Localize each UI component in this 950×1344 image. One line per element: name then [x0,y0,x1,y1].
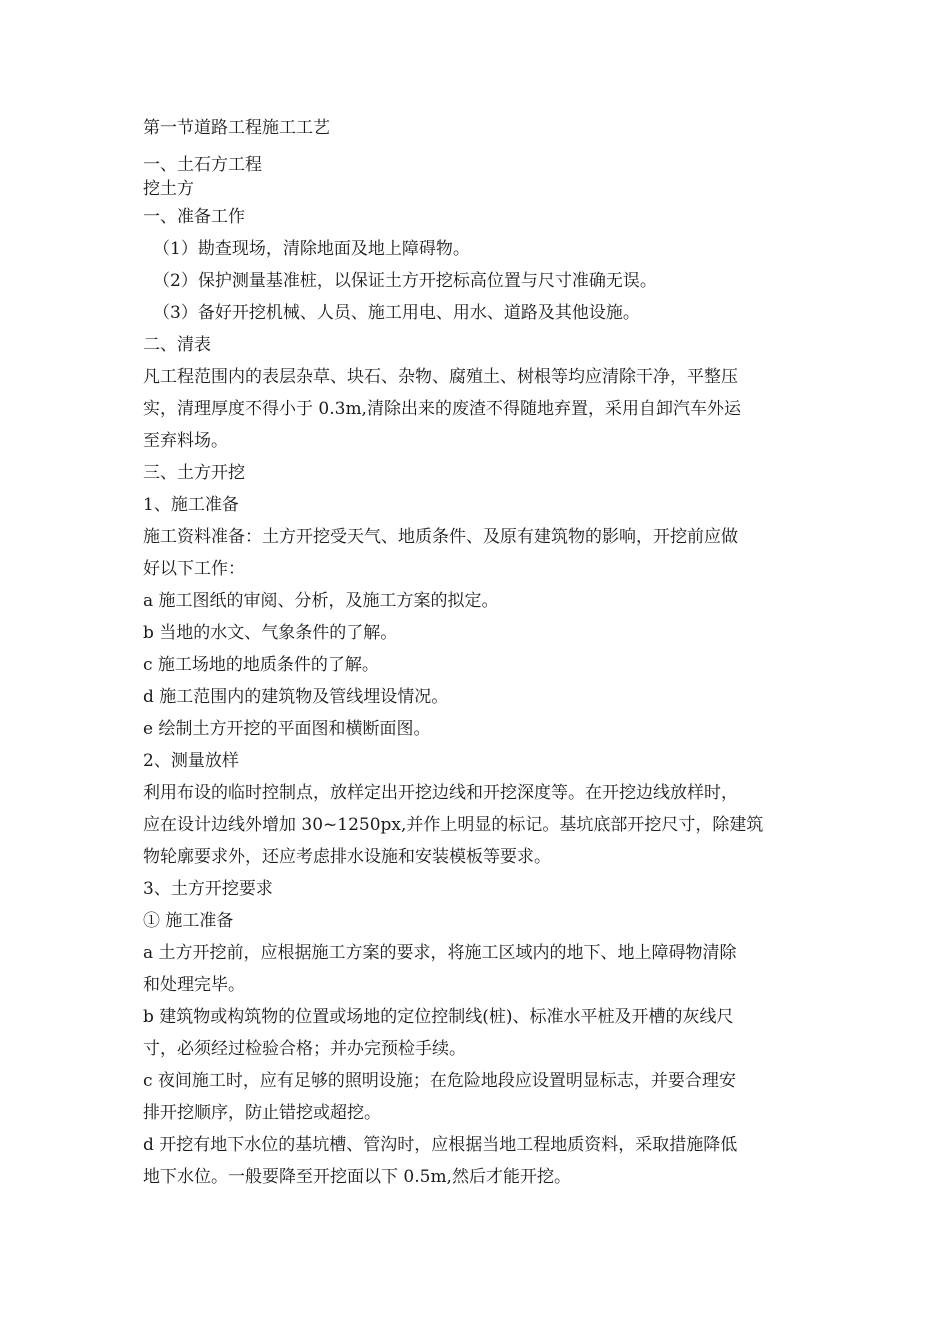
paragraph-line: a 土方开挖前，应根据施工方案的要求，将施工区域内的地下、地上障碍物清除 [143,943,737,963]
paragraph-line: 物轮廓要求外，还应考虑排水设施和安装模板等要求。 [143,847,551,867]
paragraph-line: c 夜间施工时，应有足够的照明设施；在危险地段应设置明显标志，并要合理安 [143,1071,736,1091]
paragraph-line: 施工资料准备：土方开挖受天气、地质条件、及原有建筑物的影响，开挖前应做 [143,527,738,547]
heading-survey: 2、测量放样 [143,751,239,771]
list-item: e 绘制土方开挖的平面图和横断面图。 [143,719,431,739]
paragraph-line: 排开挖顺序，防止错挖或超挖。 [143,1103,381,1123]
heading-earthwork: 一、土石方工程 [143,155,262,175]
list-item: d 施工范围内的建筑物及管线埋设情况。 [143,687,449,707]
paragraph-line: 好以下工作： [143,559,245,579]
doc-title: 第一节道路工程施工工艺 [143,118,330,138]
paragraph-line: 实，清理厚度不得小于 0.3m,清除出来的废渣不得随地弃置，采用自卸汽车外运 [143,399,741,419]
prep-item: （1）勘查现场，清除地面及地上障碍物。 [153,239,470,259]
paragraph-line: 和处理完毕。 [143,975,245,995]
dig-prep-paragraph [143,521,823,585]
document-page [143,116,823,1193]
heading-requirements: 3、土方开挖要求 [143,879,273,899]
paragraph-line: b 建筑物或构筑物的位置或场地的定位控制线(桩)、标准水平桩及开槽的灰线尺 [143,1007,734,1027]
clear-paragraph [143,361,823,457]
requirement-c [143,1065,823,1129]
heading-dig-prep: 1、施工准备 [143,495,239,515]
paragraph-line: d 开挖有地下水位的基坑槽、管沟时，应根据当地工程地质资料，采取措施降低 [143,1135,738,1155]
heading-clear: 二、清表 [143,335,211,355]
paragraph-line: 应在设计边线外增加 30~1250px,并作上明显的标记。基坑底部开挖尺寸，除建筑 [143,815,764,835]
paragraph-line: 至弃料场。 [143,431,228,451]
heading-excavation: 挖土方 [143,179,194,199]
heading-dig: 三、土方开挖 [143,463,245,483]
prep-item: （2）保护测量基准桩，以保证土方开挖标高位置与尺寸准确无误。 [153,271,657,291]
requirement-d [143,1129,823,1193]
list-item: b 当地的水文、气象条件的了解。 [143,623,398,643]
prep-item: （3）备好开挖机械、人员、施工用电、用水、道路及其他设施。 [153,303,640,323]
paragraph-line: 利用布设的临时控制点，放样定出开挖边线和开挖深度等。在开挖边线放样时， [143,783,738,803]
heading-requirements-sub: ① 施工准备 [143,911,234,931]
paragraph-line: 寸，必须经过检验合格；并办完预检手续。 [143,1039,466,1059]
requirement-b [143,1001,823,1065]
paragraph-line: 凡工程范围内的表层杂草、块石、杂物、腐殖土、树根等均应清除干净，平整压 [143,367,738,387]
paragraph-line: 地下水位。一般要降至开挖面以下 0.5m,然后才能开挖。 [143,1167,571,1187]
list-item: a 施工图纸的审阅、分析，及施工方案的拟定。 [143,591,499,611]
requirement-a [143,937,823,1001]
list-item: c 施工场地的地质条件的了解。 [143,655,379,675]
survey-paragraph [143,777,823,873]
heading-prep: 一、准备工作 [143,207,245,227]
